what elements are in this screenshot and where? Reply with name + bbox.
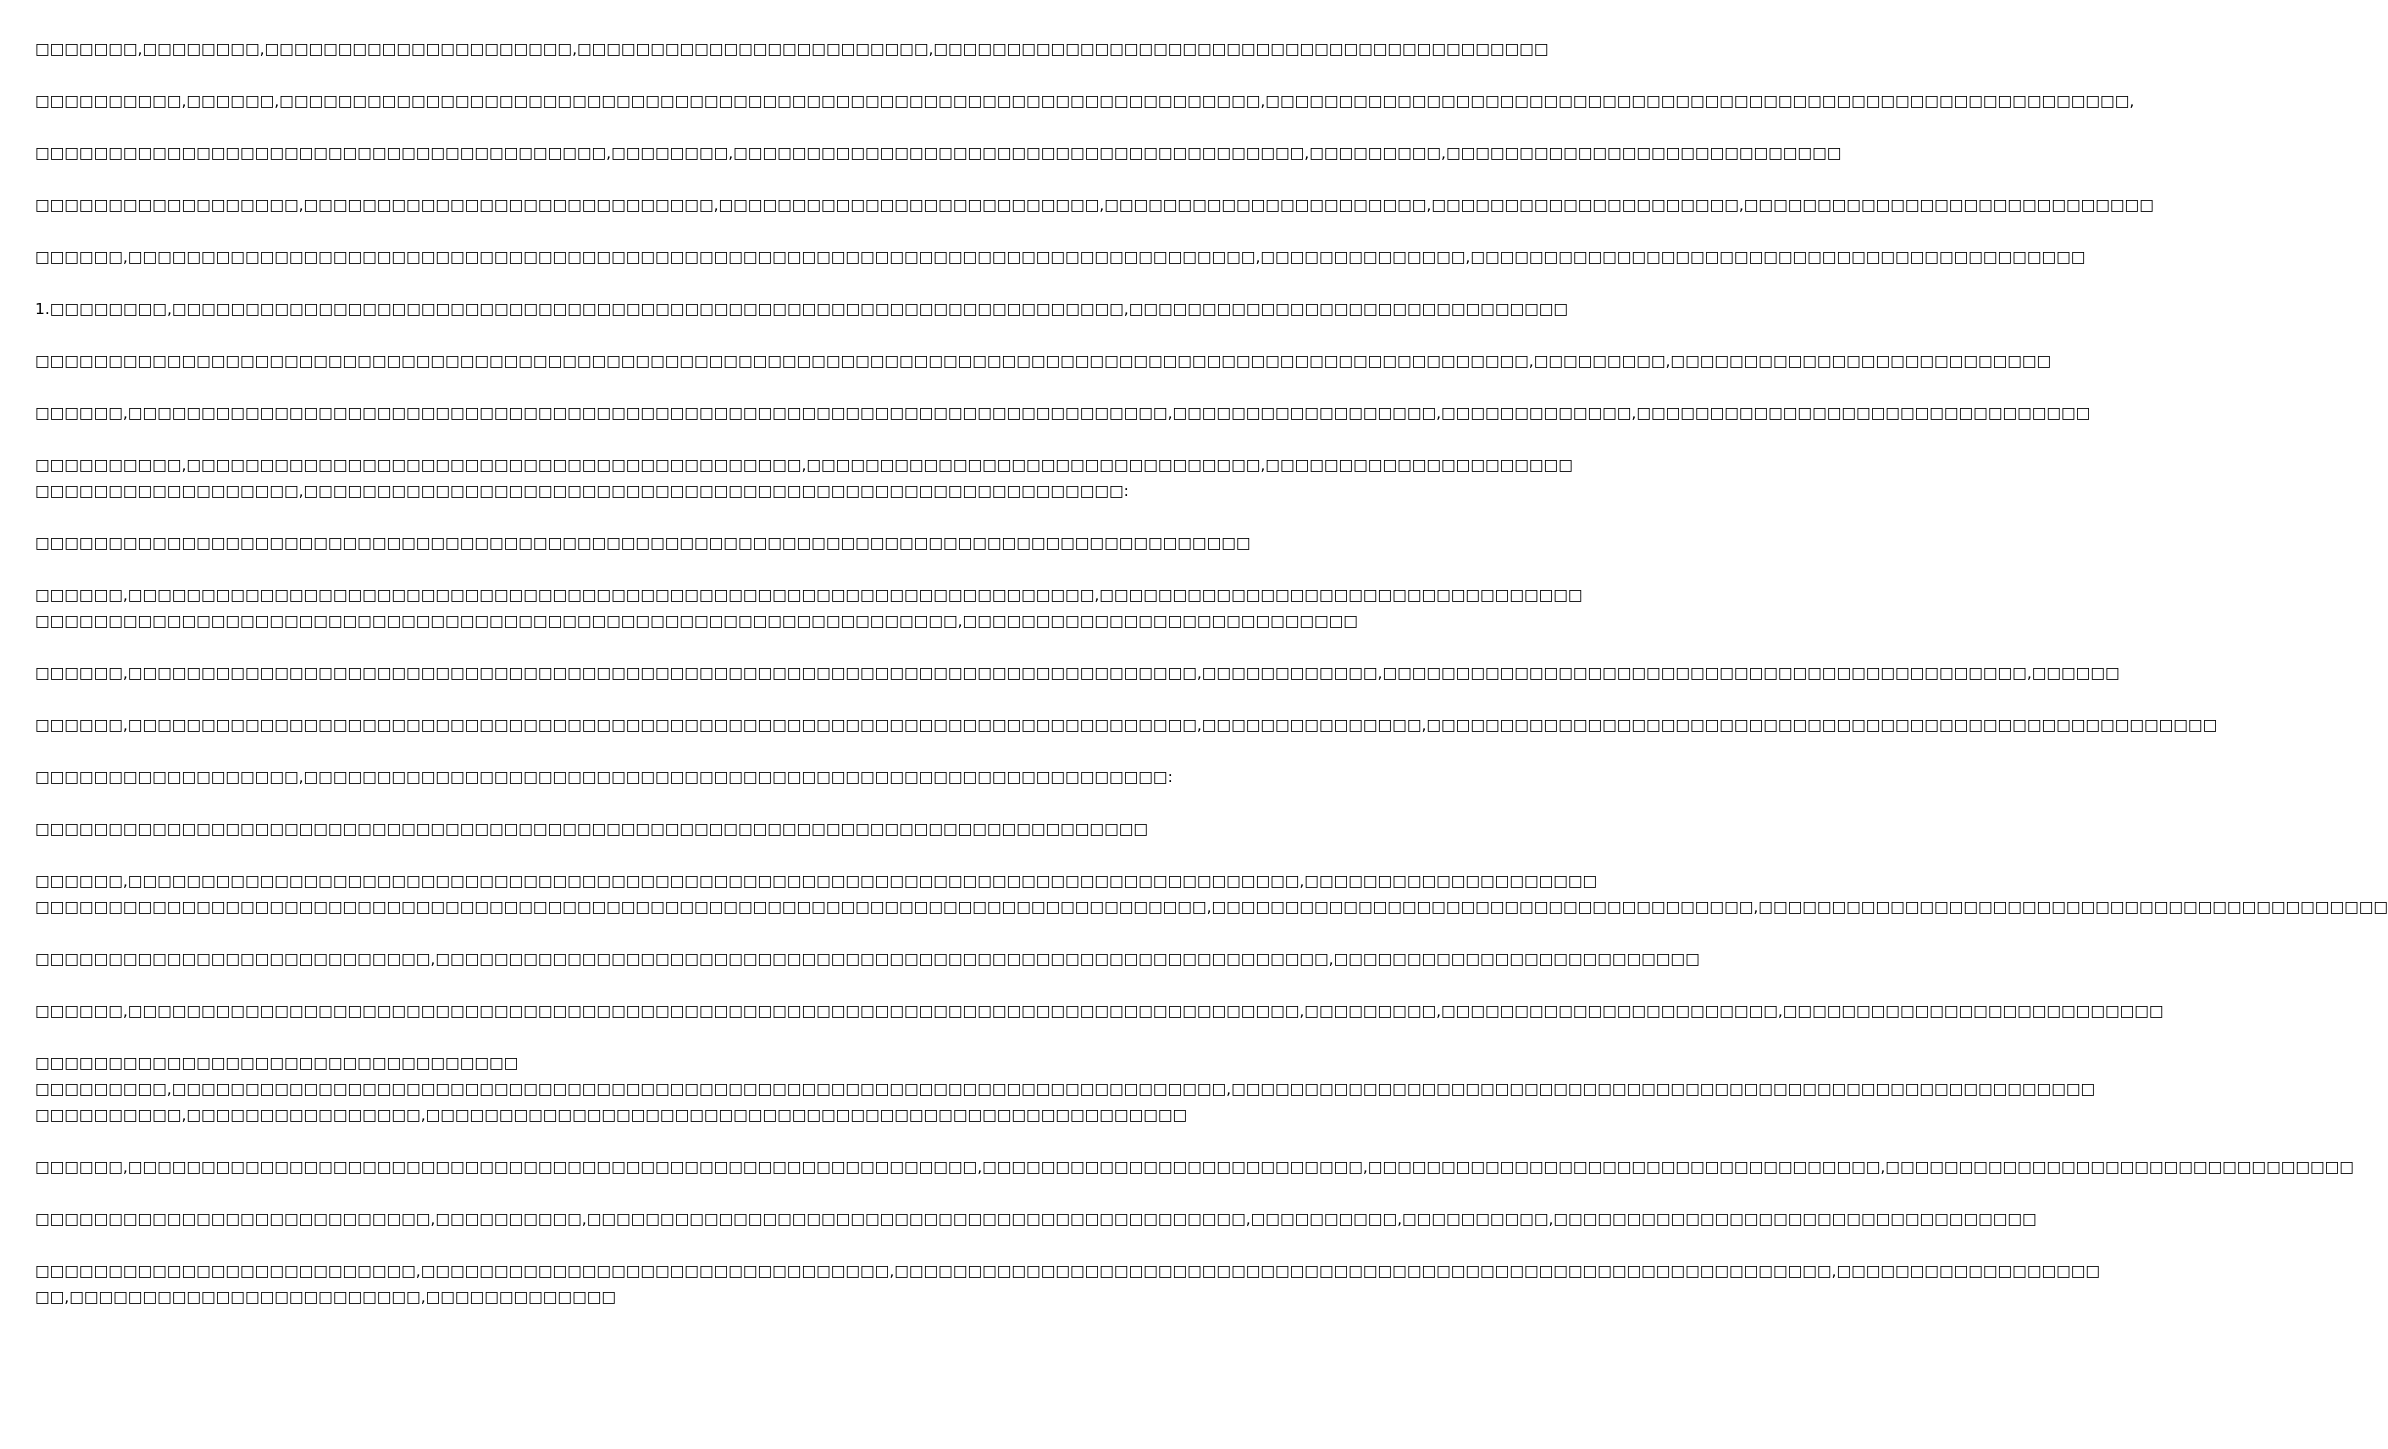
paragraph <box>35 296 1569 322</box>
paragraph-spacer <box>35 556 990 582</box>
paragraph-spacer <box>35 426 990 452</box>
paragraph-spacer <box>35 374 990 400</box>
paragraph <box>35 452 1573 504</box>
paragraph <box>35 660 2120 686</box>
paragraph <box>35 530 1251 556</box>
paragraph-spacer <box>35 842 990 868</box>
text-line: □□□□□□,□□□□□□□□□□□□□□□□□□□□□□□□□□□□□□□□□□□□□□□□□□□□□□□□□□□□□□□□□□□□□□□□□□□□□□□□□□□□□,□□□□□□□□□□□□□□,□□□□□□□□□□□□□□□□□□□□□□□□□□□□□□□□□□□□□□□□□□ <box>35 248 2086 266</box>
text-line: □□□□□□,□□□□□□□□□□□□□□□□□□□□□□□□□□□□□□□□□□□□□□□□□□□□□□□□□□□□□□□□□□□□□□□□□□□□□□□□□□□□□□□□,□□□□□□□□□,□□□□□□□□□□□□□□□□□□□□□□□,□□□□□□□□□□□□□□□□□□□□□□□□□□ <box>35 1002 2164 1020</box>
text-line: □□□□□□,□□□□□□□□□□□□□□□□□□□□□□□□□□□□□□□□□□□□□□□□□□□□□□□□□□□□□□□□□□,□□□□□□□□□□□□□□□□□□□□□□□□□□,□□□□□□□□□□□□□□□□□□□□□□□□□□□□□□□□□□□,□□□□□□□□□□□□□□□□□□□□□□□□□□□□□□□□ <box>35 1158 2354 1176</box>
text-line: 1.□□□□□□□□,□□□□□□□□□□□□□□□□□□□□□□□□□□□□□□□□□□□□□□□□□□□□□□□□□□□□□□□□□□□□□□□□□,□□□□□□□□□□□□□□□□□□□□□□□□□□□□□□ <box>35 300 1569 318</box>
paragraph <box>35 946 1700 972</box>
text-line: □□□□□□□□□□□□□□□□□□□□□□□□□□,□□□□□□□□□□□□□□□□□□□□□□□□□□□□□□□□,□□□□□□□□□□□□□□□□□□□□□□□□□□□□□□□□□□□□□□□□□□□□□□□□□□□□□□□□□□□□□□□□,□□□□□□□□□□□□□□□□□□ <box>35 1262 2101 1280</box>
paragraph <box>35 816 1149 842</box>
document-body <box>35 36 2388 1310</box>
paragraph-spacer <box>35 218 990 244</box>
text-line: □□□□□□□□□,□□□□□□□□□□□□□□□□□□□□□□□□□□□□□□□□□□□□□□□□□□□□□□□□□□□□□□□□□□□□□□□□□□□□□□□□,□□□□□□□□□□□□□□□□□□□□□□□□□□□□□□□□□□□□□□□□□□□□□□□□□□□□□□□□□□□ <box>35 1080 2096 1098</box>
text-line: □□□□□□□□□□,□□□□□□□□□□□□□□□□□□□□□□□□□□□□□□□□□□□□□□□□□□,□□□□□□□□□□□□□□□□□□□□□□□□□□□□□□□,□□□□□□□□□□□□□□□□□□□□□ <box>35 456 1573 474</box>
paragraph-spacer <box>35 322 990 348</box>
paragraph <box>35 712 2218 738</box>
paragraph-spacer <box>35 738 990 764</box>
paragraph <box>35 192 2154 218</box>
paragraph-spacer <box>35 504 990 530</box>
paragraph <box>35 400 2091 426</box>
paragraph <box>35 348 2052 374</box>
paragraph <box>35 88 2135 114</box>
paragraph <box>35 998 2164 1024</box>
paragraph <box>35 868 2388 920</box>
text-line: □□□□□□□□□□,□□□□□□□□□□□□□□□□,□□□□□□□□□□□□□□□□□□□□□□□□□□□□□□□□□□□□□□□□□□□□□□□□□□□□ <box>35 1106 1188 1124</box>
paragraph <box>35 1154 2354 1180</box>
paragraph-spacer <box>35 634 990 660</box>
paragraph-spacer <box>35 686 990 712</box>
paragraph-spacer <box>35 1180 990 1206</box>
text-line: □□□□□□,□□□□□□□□□□□□□□□□□□□□□□□□□□□□□□□□□□□□□□□□□□□□□□□□□□□□□□□□□□□□□□□□□□□□□□□□□,□□□□□□□□□□□□,□□□□□□□□□□□□□□□□□□□□□□□□□□□□□□□□□□□□□□□□□□□□,□□□□□□ <box>35 664 2120 682</box>
text-line: □□□□□□□□□□□□□□□□□□□□□□□□□□□□□□□□□□□□□□□□□□□□□□□□□□□□□□□□□□□□□□□□□□□□□□□□□□□□□□□□□□□□□□□□□□□□□□□□□□□□□□,□□□□□□□□□,□□□□□□□□□□□□□□□□□□□□□□□□□□ <box>35 352 2052 370</box>
paragraph-spacer <box>35 62 990 88</box>
text-line: □□□□□□,□□□□□□□□□□□□□□□□□□□□□□□□□□□□□□□□□□□□□□□□□□□□□□□□□□□□□□□□□□□□□□□□□□□□□□□□□,□□□□□□□□□□□□□□□,□□□□□□□□□□□□□□□□□□□□□□□□□□□□□□□□□□□□□□□□□□□□□□□□□□□□□□ <box>35 716 2218 734</box>
text-line: □□□□□□□□□□□□□□□□□□□□□□□□□□□□□□□□□ <box>35 1054 519 1072</box>
paragraph-spacer <box>35 920 990 946</box>
paragraph-spacer <box>35 790 990 816</box>
text-line: □□□□□□□□□□□□□□□□□□,□□□□□□□□□□□□□□□□□□□□□□□□□□□□□□□□□□□□□□□□□□□□□□□□□□□□□□□□: <box>35 482 1129 500</box>
text-line: □□,□□□□□□□□□□□□□□□□□□□□□□□□,□□□□□□□□□□□□□ <box>35 1288 617 1306</box>
text-line: □□□□□□□□□□□□□□□□□□,□□□□□□□□□□□□□□□□□□□□□□□□□□□□,□□□□□□□□□□□□□□□□□□□□□□□□□□,□□□□□□□□□□□□□□□□□□□□□□,□□□□□□□□□□□□□□□□□□□□□,□□□□□□□□□□□□□□□□□□□□□□□□□□□□ <box>35 196 2154 214</box>
paragraph-spacer <box>35 114 990 140</box>
paragraph <box>35 1258 2101 1310</box>
text-line: □□□□□□□□□□□□□□□□□□□□□□□□□□□□□□□□□□□□□□□,□□□□□□□□,□□□□□□□□□□□□□□□□□□□□□□□□□□□□□□□□□□□□□□□,□□□□□□□□□,□□□□□□□□□□□□□□□□□□□□□□□□□□□ <box>35 144 1842 162</box>
text-line: □□□□□□□□□□□□□□□□□□□□□□□□□□□□□□□□□□□□□□□□□□□□□□□□□□□□□□□□□□□□□□□□□□□□□□□□□□□□□□□□□□□ <box>35 534 1251 552</box>
paragraph <box>35 1206 2037 1232</box>
paragraph <box>35 582 1583 634</box>
text-line: □□□□□□□□□□□□□□□□□□□□□□□□□□□□□□□□□□□□□□□□□□□□□□□□□□□□□□□□□□□□□□□□□□□□□□□□□□□□□□□□,□□□□□□□□□□□□□□□□□□□□□□□□□□□□□□□□□□□□□,□□□□□□□□□□□□□□□□□□□□□□□□□□□□□□□□□□□□□□□□□□□ <box>35 898 2388 916</box>
text-line: □□□□□□,□□□□□□□□□□□□□□□□□□□□□□□□□□□□□□□□□□□□□□□□□□□□□□□□□□□□□□□□□□□□□□□□□□□□□□□,□□□□□□□□□□□□□□□□□□,□□□□□□□□□□□□□,□□□□□□□□□□□□□□□□□□□□□□□□□□□□□□□ <box>35 404 2091 422</box>
text-line: □□□□□□□□□□,□□□□□□,□□□□□□□□□□□□□□□□□□□□□□□□□□□□□□□□□□□□□□□□□□□□□□□□□□□□□□□□□□□□□□□□□□□,□□□□□□□□□□□□□□□□□□□□□□□□□□□□□□□□□□□□□□□□□□□□□□□□□□□□□□□□□□□, <box>35 92 2135 110</box>
paragraph <box>35 1050 2096 1128</box>
text-line: □□□□□□,□□□□□□□□□□□□□□□□□□□□□□□□□□□□□□□□□□□□□□□□□□□□□□□□□□□□□□□□□□□□□□□□□□□□□□□□□□□□□□□□,□□□□□□□□□□□□□□□□□□□□ <box>35 872 1598 890</box>
paragraph <box>35 140 1842 166</box>
paragraph <box>35 244 2086 270</box>
text-line: □□□□□□□,□□□□□□□□,□□□□□□□□□□□□□□□□□□□□□,□□□□□□□□□□□□□□□□□□□□□□□□,□□□□□□□□□□□□□□□□□□□□□□□□□□□□□□□□□□□□□□□□□□ <box>35 40 1549 58</box>
paragraph-spacer <box>35 270 990 296</box>
text-line: □□□□□□□□□□□□□□□□□□□□□□□□□□□□□□□□□□□□□□□□□□□□□□□□□□□□□□□□□□□□□□□,□□□□□□□□□□□□□□□□□□□□□□□□□□□ <box>35 612 1358 630</box>
text-line: □□□□□□□□□□□□□□□□□□,□□□□□□□□□□□□□□□□□□□□□□□□□□□□□□□□□□□□□□□□□□□□□□□□□□□□□□□□□□□: <box>35 768 1173 786</box>
paragraph-spacer <box>35 166 990 192</box>
text-line: □□□□□□□□□□□□□□□□□□□□□□□□□□□□□□□□□□□□□□□□□□□□□□□□□□□□□□□□□□□□□□□□□□□□□□□□□□□□ <box>35 820 1149 838</box>
paragraph-spacer <box>35 1232 990 1258</box>
text-line: □□□□□□□□□□□□□□□□□□□□□□□□□□□,□□□□□□□□□□□□□□□□□□□□□□□□□□□□□□□□□□□□□□□□□□□□□□□□□□□□□□□□□□□□□,□□□□□□□□□□□□□□□□□□□□□□□□□ <box>35 950 1700 968</box>
paragraph-spacer <box>35 1024 990 1050</box>
paragraph-spacer <box>35 972 990 998</box>
text-line: □□□□□□,□□□□□□□□□□□□□□□□□□□□□□□□□□□□□□□□□□□□□□□□□□□□□□□□□□□□□□□□□□□□□□□□□□,□□□□□□□□□□□□□□□□□□□□□□□□□□□□□□□□□ <box>35 586 1583 604</box>
text-line: □□□□□□□□□□□□□□□□□□□□□□□□□□□,□□□□□□□□□□,□□□□□□□□□□□□□□□□□□□□□□□□□□□□□□□□□□□□□□□□□□□□□,□□□□□□□□□□,□□□□□□□□□□,□□□□□□□□□□□□□□□□□□□□□□□□□□□□□□□□□ <box>35 1210 2037 1228</box>
paragraph <box>35 36 1549 62</box>
paragraph-spacer <box>35 1128 990 1154</box>
paragraph <box>35 764 1173 790</box>
